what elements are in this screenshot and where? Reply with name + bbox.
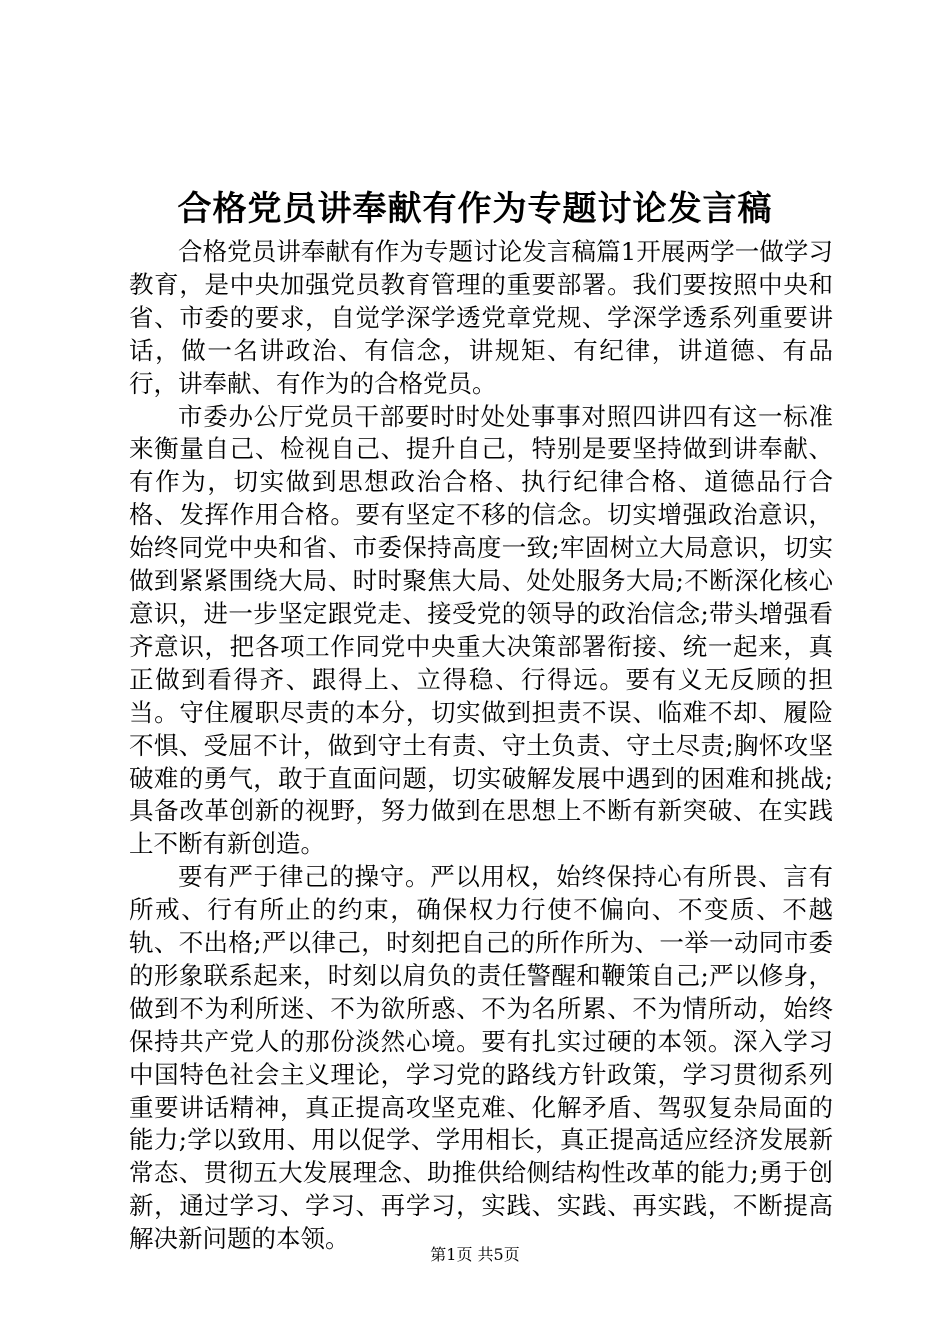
- paragraph-1: 合格党员讲奉献有作为专题讨论发言稿篇1开展两学一做学习教育，是中央加强党员教育管理的重要部署。我们要按照中央和省、市委的要求，自觉学深学透党章党规、学深学透系列重要讲话，做一名讲政治、有信念，讲规矩、有纪律，讲道德、有品行，讲奉献、有作为的合格党员。: [129, 237, 833, 398]
- paragraph-2: 市委办公厅党员干部要时时处处事事对照四讲四有这一标准来衡量自己、检视自己、提升自己，特别是要坚持做到讲奉献、有作为，切实做到思想政治合格、执行纪律合格、道德品行合格、发挥作用合格。要有坚定不移的信念。切实增强政治意识，始终同党中央和省、市委保持高度一致;牢固树立大局意识，切实做到紧紧围绕大局、时时聚焦大局、处处服务大局;不断深化核心意识，进一步坚定跟党走、接受党的领导的政治信念;带头增强看齐意识，把各项工作同党中央重大决策部署衔接、统一起来，真正做到看得齐、跟得上、立得稳、行得远。要有义无反顾的担当。守住履职尽责的本分，切实做到担责不误、临难不却、履险不惧、受屈不计，做到守土有责、守土负责、守土尽责;胸怀攻坚破难的勇气，敢于直面问题，切实破解发展中遇到的困难和挑战;具备改革创新的视野，努力做到在思想上不断有新突破、在实践上不断有新创造。: [129, 401, 833, 859]
- document-body: [129, 236, 833, 1256]
- paragraph-3: 要有严于律己的操守。严以用权，始终保持心有所畏、言有所戒、行有所止的约束，确保权力行使不偏向、不变质、不越轨、不出格;严以律己，时刻把自己的所作所为、一举一动同市委的形象联系起来，时刻以肩负的责任警醒和鞭策自己;严以修身，做到不为利所迷、不为欲所惑、不为名所累、不为情所动，始终保持共产党人的那份淡然心境。要有扎实过硬的本领。深入学习中国特色社会主义理论，学习党的路线方针政策，学习贯彻系列重要讲话精神，真正提高攻坚克难、化解矛盾、驾驭复杂局面的能力;学以致用、用以促学、学用相长，真正提高适应经济发展新常态、贯彻五大发展理念、助推供给侧结构性改革的能力;勇于创新，通过学习、学习、再学习，实践、实践、再实践，不断提高解决新问题的本领。: [129, 862, 833, 1254]
- page-number-footer: 第1页 共5页: [430, 1245, 520, 1264]
- document-title: 合格党员讲奉献有作为专题讨论发言稿: [177, 189, 773, 229]
